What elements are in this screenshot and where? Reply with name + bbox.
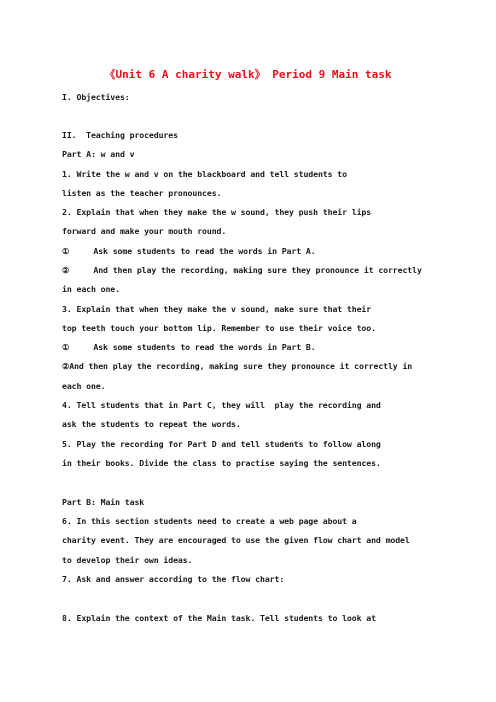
text-line: 2. Explain that when they make the w sound, they push their lips — [62, 207, 372, 217]
text-line: forward and make your mouth round. — [62, 226, 227, 236]
text-line: top teeth touch your bottom lip. Remember to use their voice too. — [62, 323, 376, 333]
text-line: in their books. Divide the class to practise saying the sentences. — [62, 458, 381, 468]
text-line: 4. Tell students that in Part C, they will play the recording and — [62, 400, 381, 410]
text-line: 1. Write the w and v on the blackboard and tell students to — [62, 169, 347, 179]
text-line: ②And then play the recording, making sure they pronounce it correctly in — [62, 361, 413, 371]
text-line: 8. Explain the context of the Main task. Tell students to look at — [62, 613, 376, 623]
section-heading-procedures: II. Teaching procedures — [62, 130, 178, 140]
text-line: ② And then play the recording, making sure they pronounce it correctly — [62, 265, 422, 275]
text-line: listen as the teacher pronounces. — [62, 188, 222, 198]
part-heading-a: Part A: w and v — [62, 149, 135, 159]
page-title: 《Unit 6 A charity walk》 Period 9 Main task — [104, 68, 392, 81]
text-line: to develop their own ideas. — [62, 555, 193, 565]
text-line: 7. Ask and answer according to the flow chart: — [62, 574, 285, 584]
text-line: in each one. — [62, 284, 120, 294]
text-line: ask the students to repeat the words. — [62, 419, 241, 429]
text-line: each one. — [62, 381, 106, 391]
text-line: charity event. They are encouraged to use the given flow chart and model — [62, 535, 410, 545]
text-line: 3. Explain that when they make the v sound, make sure that their — [62, 304, 372, 314]
part-heading-b: Part B: Main task — [62, 497, 145, 507]
text-line: 6. In this section students need to create a web page about a — [62, 516, 357, 526]
text-line: 5. Play the recording for Part D and tell students to follow along — [62, 439, 381, 449]
section-heading-objectives: I. Objectives: — [62, 92, 130, 102]
text-line: ① Ask some students to read the words in Part B. — [62, 342, 316, 352]
text-line: ① Ask some students to read the words in Part A. — [62, 246, 316, 256]
